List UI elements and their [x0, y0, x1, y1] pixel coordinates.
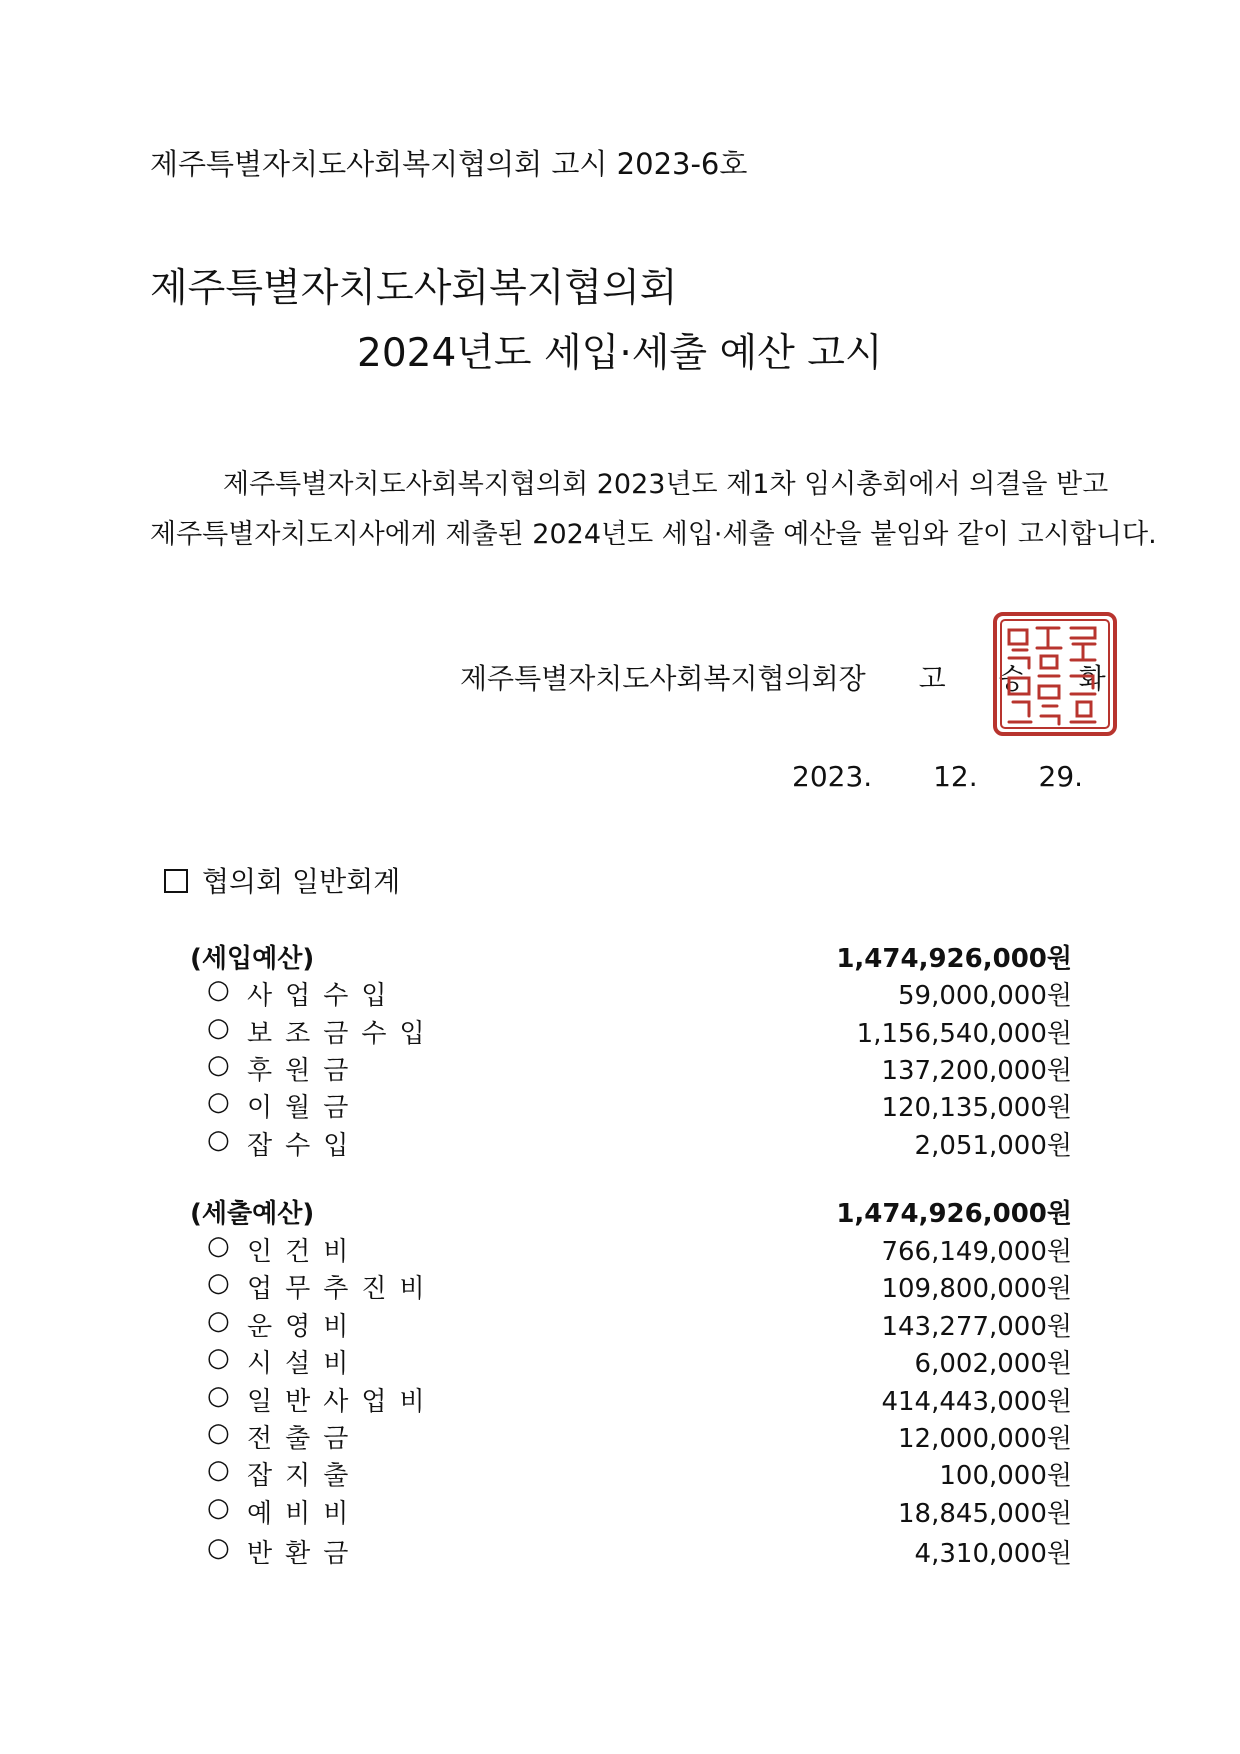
revenue-item: [207, 1013, 1072, 1051]
revenue-label: (세입예산): [190, 944, 315, 974]
expenditure-item: [207, 1306, 1072, 1344]
signer-title: 제주특별자치도사회복지협의회장: [460, 662, 866, 695]
body-text-line2: 제주특별자치도지사에게 제출된 2024년도 세입·세출 예산을 붙임와 같이 고시합니다.: [150, 519, 1157, 550]
expenditure-item-amount: 100,000원: [939, 1461, 1072, 1491]
circle-bullet-icon: ○: [207, 1231, 230, 1261]
section-title: 협의회 일반회계: [202, 865, 401, 898]
revenue-item-label: 사업수입: [247, 981, 400, 1011]
date-year: 2023.: [792, 760, 873, 793]
expenditure-heading: [190, 1193, 1072, 1231]
expenditure-item-label: 잡지출: [247, 1461, 362, 1491]
revenue-item: [207, 975, 1072, 1013]
revenue-item: [207, 1087, 1072, 1125]
expenditure-item-label: 전출금: [247, 1424, 362, 1454]
revenue-item-label: 보조금수입: [247, 1019, 438, 1049]
expenditure-item-amount: 12,000,000원: [898, 1424, 1072, 1454]
circle-bullet-icon: ○: [207, 1125, 230, 1155]
revenue-item-amount: 1,156,540,000원: [856, 1019, 1072, 1049]
expenditure-item: [207, 1381, 1072, 1419]
revenue-total: 1,474,926,000원: [836, 944, 1072, 974]
revenue-item-amount: 2,051,000원: [914, 1131, 1072, 1161]
circle-bullet-icon: ○: [207, 1381, 230, 1411]
expenditure-item-amount: 18,845,000원: [898, 1499, 1072, 1529]
circle-bullet-icon: ○: [207, 975, 230, 1005]
circle-bullet-icon: ○: [207, 1050, 230, 1080]
official-seal: [991, 610, 1119, 738]
body-text-line1: 제주특별자치도사회복지협의회 2023년도 제1차 임시총회에서 의결을 받고: [223, 469, 1109, 500]
expenditure-item-amount: 414,443,000원: [881, 1387, 1072, 1417]
expenditure-item-amount: 766,149,000원: [881, 1237, 1072, 1267]
expenditure-item-amount: 4,310,000원: [914, 1539, 1072, 1569]
revenue-item-amount: 120,135,000원: [881, 1093, 1072, 1123]
expenditure-total: 1,474,926,000원: [836, 1199, 1072, 1229]
circle-bullet-icon: ○: [207, 1343, 230, 1373]
circle-bullet-icon: ○: [207, 1306, 230, 1336]
expenditure-item-amount: 6,002,000원: [914, 1349, 1072, 1379]
circle-bullet-icon: ○: [207, 1268, 230, 1298]
expenditure-item: [207, 1533, 1072, 1571]
revenue-item-label: 이월금: [247, 1093, 362, 1123]
revenue-heading: [190, 938, 1072, 976]
document-title-line2: 2024년도 세입·세출 예산 고시: [357, 331, 883, 376]
date-month: 12.: [933, 760, 978, 793]
expenditure-item: [207, 1455, 1072, 1493]
expenditure-item: [207, 1231, 1072, 1269]
signer-name-3: 화: [1078, 662, 1106, 695]
document-title-line1: 제주특별자치도사회복지협의회: [150, 266, 678, 311]
expenditure-item: [207, 1343, 1072, 1381]
expenditure-item-label: 시설비: [247, 1349, 362, 1379]
circle-bullet-icon: ○: [207, 1493, 230, 1523]
expenditure-item-label: 일반사업비: [247, 1387, 438, 1417]
expenditure-item-label: 운영비: [247, 1312, 362, 1342]
circle-bullet-icon: ○: [207, 1455, 230, 1485]
expenditure-item-label: 업무추진비: [247, 1274, 438, 1304]
circle-bullet-icon: ○: [207, 1533, 230, 1563]
date-day: 29.: [1038, 760, 1084, 793]
circle-bullet-icon: ○: [207, 1087, 230, 1117]
expenditure-item-label: 인건비: [247, 1237, 362, 1267]
circle-bullet-icon: ○: [207, 1013, 230, 1043]
revenue-item-label: 잡수입: [247, 1131, 362, 1161]
revenue-item-label: 후원금: [247, 1056, 362, 1086]
expenditure-label: (세출예산): [190, 1199, 315, 1229]
expenditure-item: [207, 1268, 1072, 1306]
circle-bullet-icon: ○: [207, 1418, 230, 1448]
expenditure-item-label: 반환금: [247, 1539, 362, 1569]
expenditure-item-amount: 143,277,000원: [881, 1312, 1072, 1342]
notice-number: 제주특별자치도사회복지협의회 고시 2023-6호: [150, 147, 748, 181]
notice-date: [792, 760, 1083, 793]
revenue-item-amount: 137,200,000원: [881, 1056, 1072, 1086]
expenditure-item: [207, 1418, 1072, 1456]
expenditure-item: [207, 1493, 1072, 1531]
revenue-item: [207, 1125, 1072, 1163]
revenue-item-amount: 59,000,000원: [898, 981, 1072, 1011]
section-heading: [164, 860, 400, 900]
checkbox-icon: [164, 869, 188, 893]
revenue-item: [207, 1050, 1072, 1088]
signer-name-1: 고: [918, 662, 946, 695]
expenditure-item-amount: 109,800,000원: [881, 1274, 1072, 1304]
signer-name-2: 승: [998, 662, 1026, 695]
expenditure-item-label: 예비비: [247, 1499, 362, 1529]
